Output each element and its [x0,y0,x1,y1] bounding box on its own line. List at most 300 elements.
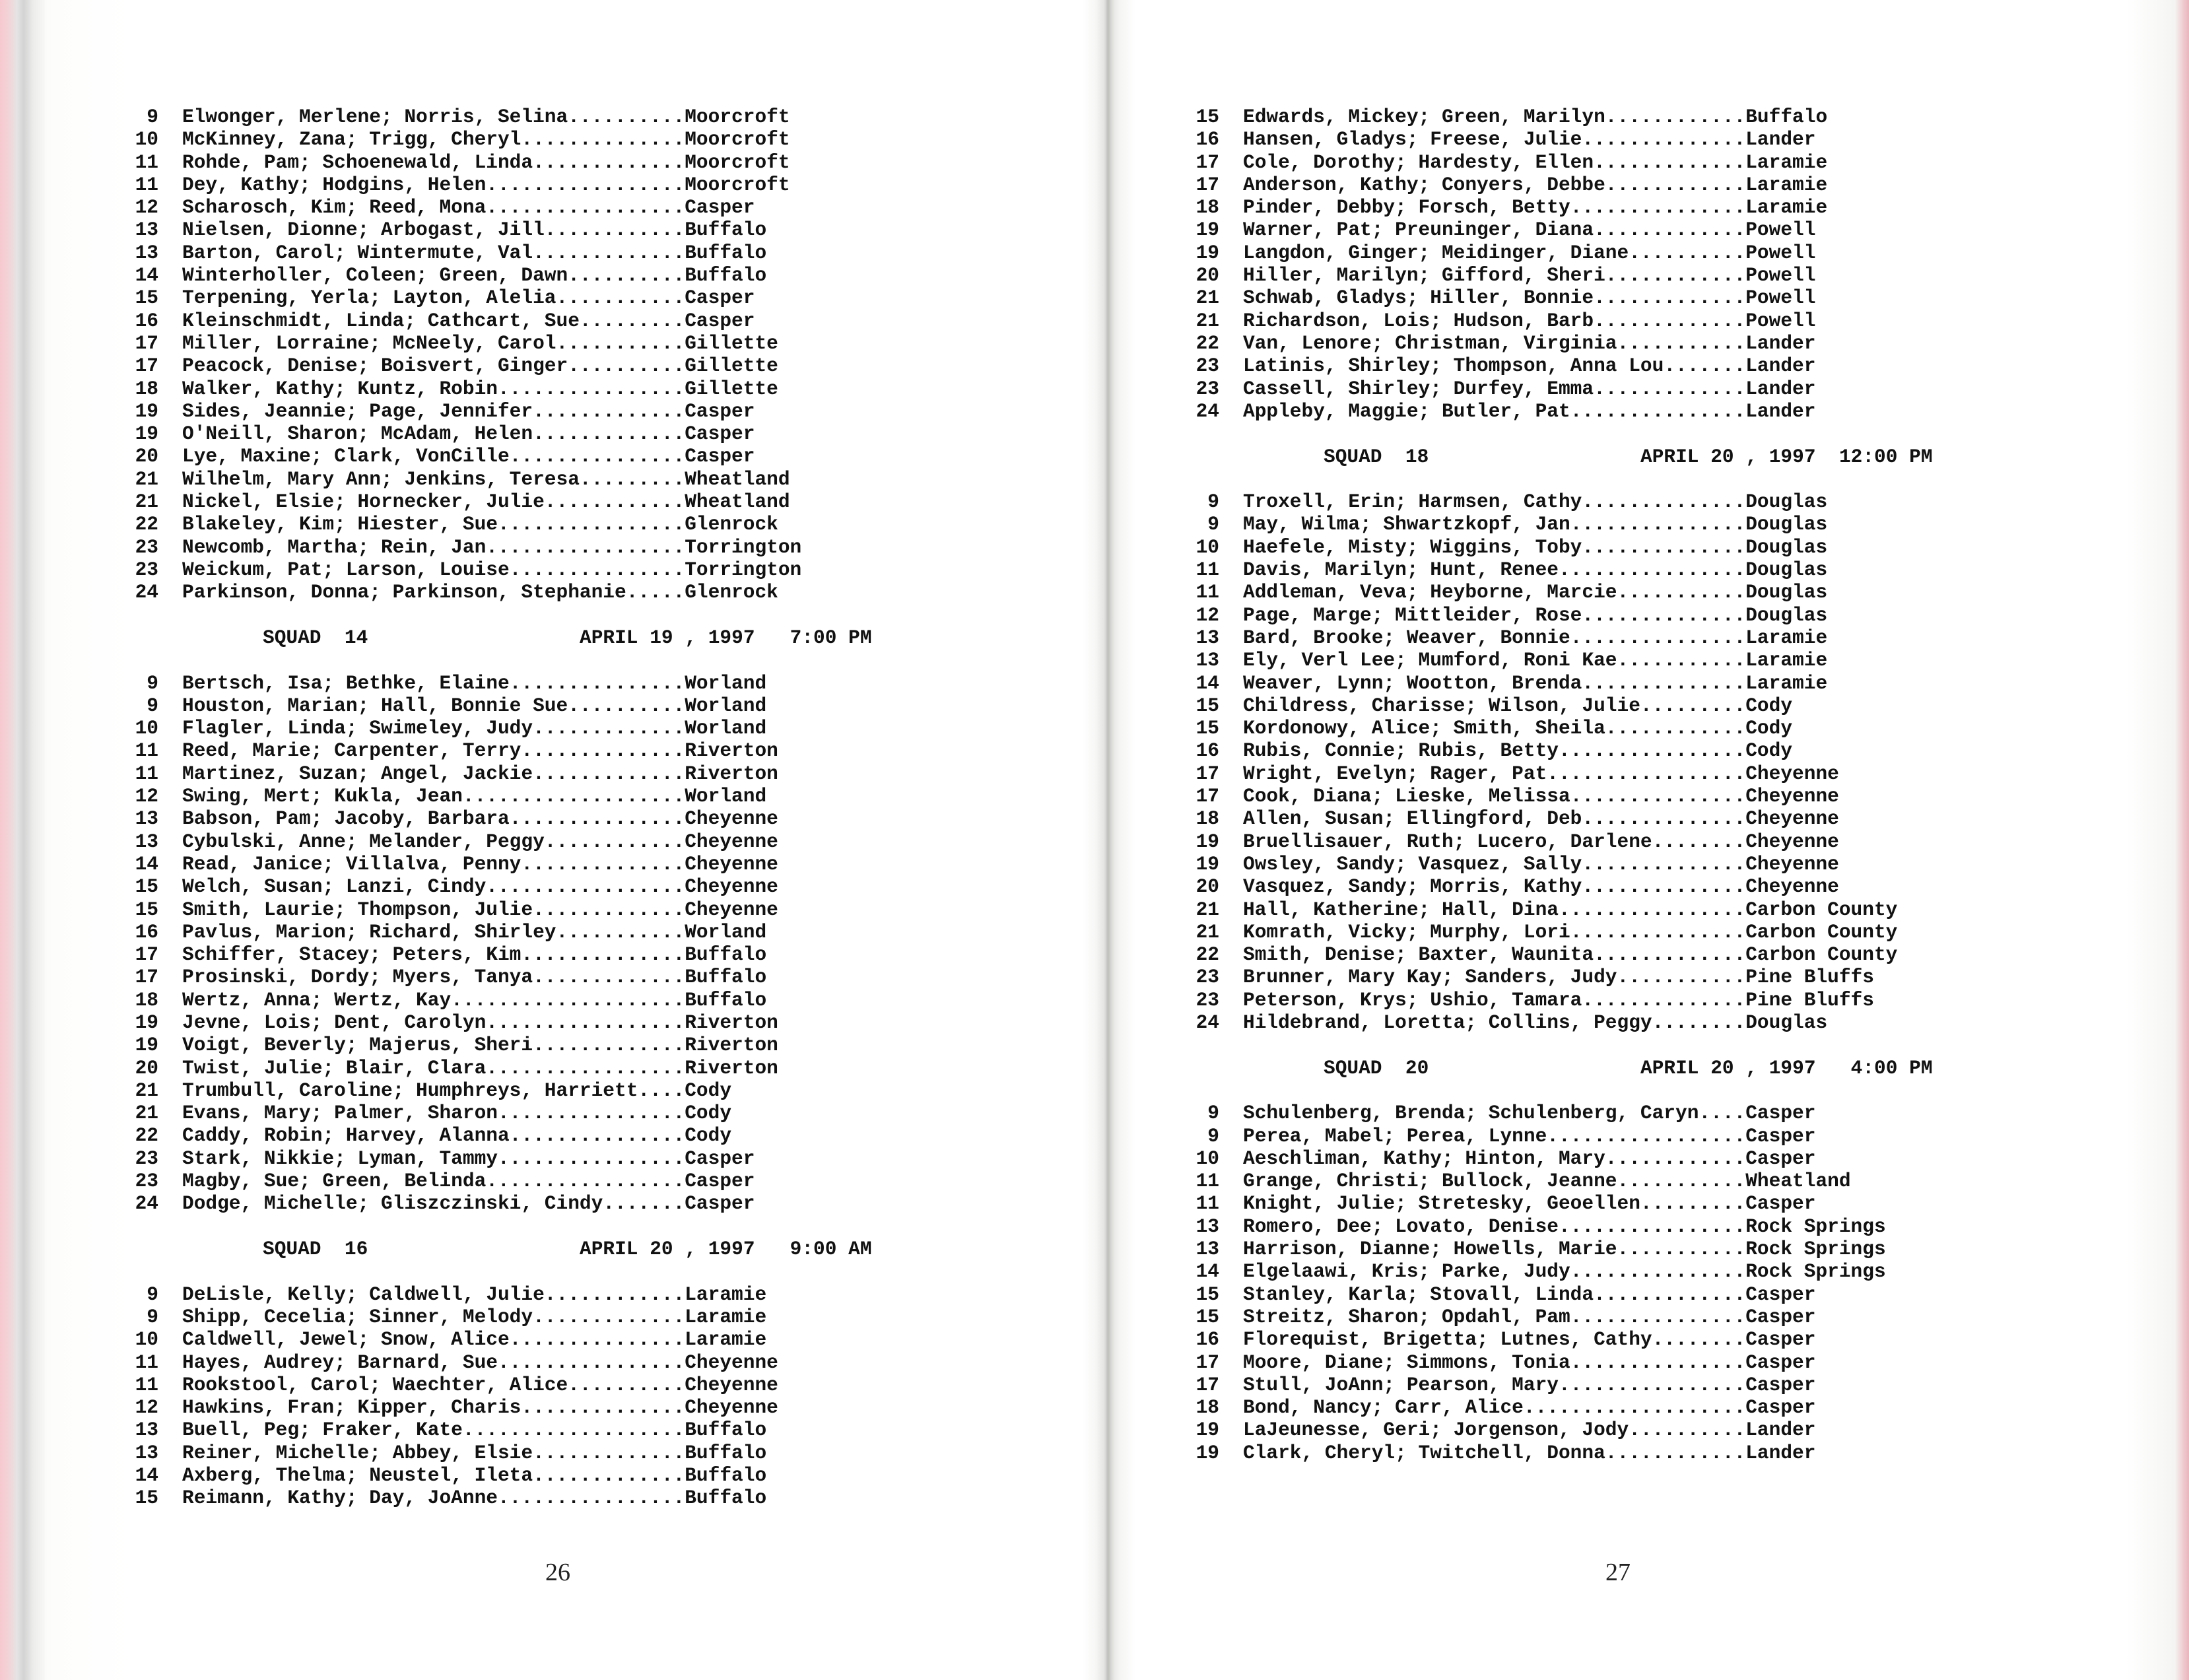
squad-number: SQUAD 18 [1324,445,1429,468]
town-name: Laramie [685,1305,767,1328]
handicap-number: 18 [135,988,158,1011]
town-name: Carbon County [1745,898,1898,921]
bowler-names: Stark, Nikkie; Lyman, Tammy [182,1147,498,1170]
squad-number: SQUAD 16 [263,1238,368,1260]
squad-number: SQUAD 20 [1324,1056,1429,1079]
team-row [1172,943,1933,966]
dot-leader: ........... [1617,1170,1746,1193]
bowler-names: Hawkins, Fran; Kipper, Charis [182,1396,522,1419]
handicap-number: 13 [135,241,158,264]
town-name: Douglas [1745,581,1828,604]
town-name: Cheyenne [1745,852,1839,875]
handicap-number: 13 [1196,626,1219,649]
bowler-names: Wilhelm, Mary Ann; Jenkins, Teresa [182,467,580,490]
handicap-number: 13 [135,218,158,242]
handicap-number: 16 [1196,1328,1219,1351]
team-row [111,286,872,309]
team-row [111,1396,872,1419]
town-name: Worland [685,785,767,808]
team-row [111,739,872,762]
dot-leader: ................. [486,173,685,196]
handicap-number: 12 [135,196,158,219]
bowler-names: Flagler, Linda; Swimeley, Judy [182,717,533,740]
bowler-names: Appleby, Maggie; Butler, Pat [1243,399,1570,422]
bowler-names: Peterson, Krys; Ushio, Tamara [1243,988,1582,1011]
handicap-number: 21 [135,1102,158,1125]
team-row [1172,853,1933,875]
dot-leader: ............. [533,151,685,174]
town-name: Torrington [685,558,802,581]
page-edge-left [0,0,45,1680]
team-row [1172,1102,1933,1124]
town-name: Gillette [685,354,778,378]
dot-leader: ................ [1558,1215,1746,1238]
bowler-names: Rubis, Connie; Rubis, Betty [1243,739,1559,762]
dot-leader: ............... [1570,626,1746,649]
bowler-names: Vasquez, Sandy; Morris, Kathy [1243,875,1582,898]
town-name: Glenrock [685,513,778,536]
handicap-number: 13 [135,807,158,830]
dot-leader: ........ [1652,1328,1746,1351]
dot-leader: ........... [1617,1238,1746,1261]
team-row [1172,174,1933,196]
handicap-number: 15 [1196,717,1219,740]
town-name: Cody [685,1102,732,1125]
dot-leader: ............. [1594,309,1746,332]
page-number-right: 27 [1605,1559,1631,1586]
team-row [111,1170,872,1192]
handicap-number: 18 [1196,807,1219,830]
team-row [111,807,872,830]
team-row [1172,400,1933,422]
handicap-number: 15 [135,898,158,921]
team-row [111,196,872,218]
team-row [1172,762,1933,785]
bowler-names: Aeschliman, Kathy; Hinton, Mary [1243,1147,1605,1170]
dot-leader: ................... [1523,1396,1746,1419]
team-row [111,762,872,785]
town-name: Cheyenne [685,830,778,853]
team-row [111,943,872,966]
town-name: Lander [1745,377,1816,400]
team-row [1172,106,1933,128]
dot-leader: ............ [1605,173,1746,196]
bowler-names: Stull, JoAnn; Pearson, Mary [1243,1373,1559,1396]
bowler-names: Owsley, Sandy; Vasquez, Sally [1243,852,1582,875]
team-row [111,1011,872,1034]
dot-leader: ............... [509,1124,685,1147]
handicap-number: 9 [147,1283,158,1306]
bowler-names: Smith, Laurie; Thompson, Julie [182,898,533,921]
dot-leader: ............ [1605,717,1746,740]
bowler-names: Hildebrand, Loretta; Collins, Peggy [1243,1011,1652,1034]
handicap-number: 20 [1196,875,1219,898]
town-name: Casper [1745,1124,1816,1147]
town-name: Casper [685,286,755,310]
dot-leader: ............ [1605,264,1746,287]
team-row [111,558,872,581]
dot-leader: .............. [521,852,685,875]
dot-leader: ........ [1652,830,1746,853]
town-name: Riverton [685,762,778,785]
team-row [1172,1306,1933,1328]
team-row [111,332,872,354]
team-row [111,218,872,241]
dot-leader: ............... [1570,196,1746,219]
team-row [1172,966,1933,988]
team-row [111,1419,872,1441]
team-row [1172,717,1933,739]
town-name: Riverton [685,1011,778,1034]
team-row [1172,830,1933,853]
squad-datetime: APRIL 20 , 1997 12:00 PM [1640,445,1933,468]
squad-heading [111,604,872,672]
bowler-names: Evans, Mary; Palmer, Sharon [182,1102,498,1125]
bowler-names: Bond, Nancy; Carr, Alice [1243,1396,1524,1419]
town-name: Casper [685,196,755,219]
team-row [111,672,872,694]
town-name: Buffalo [685,1487,767,1510]
bowler-names: Ely, Verl Lee; Mumford, Roni Kae [1243,649,1617,672]
bowler-names: Streitz, Sharon; Opdahl, Pam [1243,1305,1570,1328]
dot-leader: ............... [509,445,685,468]
bowler-names: Moore, Diane; Simmons, Tonia [1243,1351,1570,1374]
handicap-number: 9 [1207,513,1219,536]
bowler-names: Swing, Mert; Kukla, Jean [182,785,463,808]
town-name: Rock Springs [1745,1260,1886,1283]
team-row [111,264,872,286]
team-row [111,1442,872,1464]
town-name: Wheatland [1745,1170,1851,1193]
team-row [111,1102,872,1124]
bowler-names: Twist, Julie; Blair, Clara [182,1056,487,1079]
handicap-number: 17 [1196,1373,1219,1396]
town-name: Cheyenne [685,1396,778,1419]
handicap-number: 16 [135,309,158,332]
handicap-number: 18 [1196,196,1219,219]
bowler-names: Nickel, Elsie; Hornecker, Julie [182,490,545,514]
team-row [1172,1215,1933,1238]
team-row [111,536,872,558]
town-name: Buffalo [685,943,767,966]
dot-leader: .............. [1582,988,1746,1011]
bowler-names: Harrison, Dianne; Howells, Marie [1243,1238,1617,1261]
town-name: Casper [1745,1328,1816,1351]
bowler-names: Babson, Pam; Jacoby, Barbara [182,807,510,830]
bowler-names: DeLisle, Kelly; Caldwell, Julie [182,1283,545,1306]
dot-leader: ............... [509,807,685,830]
team-row [1172,672,1933,694]
handicap-number: 15 [135,1487,158,1510]
town-name: Buffalo [685,264,767,287]
team-row [111,1464,872,1487]
handicap-number: 9 [147,694,158,717]
team-row [1172,151,1933,174]
bowler-names: Cole, Dorothy; Hardesty, Ellen [1243,151,1594,174]
team-row [111,1306,872,1328]
team-row [111,242,872,264]
bowler-names: Winterholler, Coleen; Green, Dawn [182,264,568,287]
team-row [111,1328,872,1351]
team-row [111,1057,872,1079]
town-name: Cody [685,1079,732,1102]
team-row [1172,513,1933,535]
town-name: Laramie [685,1283,767,1306]
handicap-number: 21 [135,467,158,490]
town-name: Lander [1745,354,1816,378]
bowler-names: Van, Lenore; Christman, Virginia [1243,331,1617,354]
dot-leader: .......... [568,694,685,717]
handicap-number: 15 [135,875,158,898]
dot-leader: ............. [1594,151,1746,174]
team-row [111,128,872,151]
dot-leader: ............. [533,762,685,785]
handicap-number: 23 [1196,354,1219,378]
town-name: Cheyenne [1745,762,1839,785]
town-name: Casper [1745,1102,1816,1125]
dot-leader: ............ [544,1283,685,1306]
team-row [1172,1283,1933,1306]
bowler-names: Axberg, Thelma; Neustel, Ileta [182,1464,533,1487]
bowler-names: Bertsch, Isa; Bethke, Elaine [182,671,510,694]
bowler-names: Bruellisauer, Ruth; Lucero, Darlene [1243,830,1652,853]
bowler-names: Edwards, Mickey; Green, Marilyn [1243,106,1605,128]
team-row [111,898,872,921]
town-name: Casper [1745,1192,1816,1215]
dot-leader: ............. [533,399,685,422]
bowler-names: Magby, Sue; Green, Belinda [182,1170,487,1193]
team-row [1172,875,1933,898]
dot-leader: ......... [579,309,685,332]
bowler-names: Caddy, Robin; Harvey, Alanna [182,1124,510,1147]
team-row [1172,649,1933,671]
handicap-number: 11 [135,173,158,196]
team-row [111,1034,872,1056]
bowler-names: Martinez, Suzan; Angel, Jackie [182,762,533,785]
handicap-number: 12 [135,1396,158,1419]
town-name: Powell [1745,309,1816,332]
handicap-number: 9 [1207,1102,1219,1125]
team-row [1172,1328,1933,1351]
bowler-names: Jevne, Lois; Dent, Carolyn [182,1011,487,1034]
bowler-names: Page, Marge; Mittleider, Rose [1243,603,1582,626]
town-name: Casper [685,422,755,446]
team-row [1172,128,1933,151]
team-row [111,989,872,1011]
town-name: Cheyenne [1745,785,1839,808]
dot-leader: ............ [1605,1147,1746,1170]
handicap-number: 24 [1196,1011,1219,1034]
dot-leader: ....... [603,1192,685,1215]
dot-leader: ................... [462,1419,685,1442]
town-name: Worland [685,694,767,717]
town-name: Buffalo [685,966,767,989]
town-name: Laramie [1745,196,1828,219]
town-name: Cheyenne [685,875,778,898]
team-row [111,378,872,400]
bowler-names: Bard, Brooke; Weaver, Bonnie [1243,626,1570,649]
handicap-number: 13 [1196,1238,1219,1261]
bowler-names: Peacock, Denise; Boisvert, Ginger [182,354,568,378]
team-row [111,853,872,875]
town-name: Moorcroft [685,128,790,151]
bowler-names: O'Neill, Sharon; McAdam, Helen [182,422,533,446]
team-row [1172,694,1933,717]
dot-leader: .............. [1582,603,1746,626]
town-name: Worland [685,920,767,943]
bowler-names: Haefele, Misty; Wiggins, Toby [1243,535,1582,558]
handicap-number: 19 [135,399,158,422]
team-row [1172,490,1933,513]
handicap-number: 17 [1196,1351,1219,1374]
dot-leader: ................ [1558,558,1746,582]
bowler-names: Kordonowy, Alice; Smith, Sheila [1243,717,1605,740]
town-name: Cheyenne [685,1351,778,1374]
dot-leader: .......... [1629,241,1746,264]
handicap-number: 9 [1207,490,1219,514]
handicap-number: 17 [135,966,158,989]
handicap-number: 20 [135,1056,158,1079]
town-name: Casper [685,1147,755,1170]
team-row [1172,1192,1933,1215]
bowler-names: Wright, Evelyn; Rager, Pat [1243,762,1547,785]
bowler-names: Elgelaawi, Kris; Parke, Judy [1243,1260,1570,1283]
dot-leader: .... [1699,1102,1746,1125]
team-row [1172,626,1933,649]
team-row [111,490,872,513]
town-name: Lander [1745,399,1816,422]
town-name: Riverton [685,739,778,762]
handicap-number: 22 [1196,943,1219,966]
handicap-number: 11 [135,1373,158,1396]
handicap-number: 22 [1196,331,1219,354]
town-name: Cheyenne [1745,807,1839,830]
town-name: Douglas [1745,1011,1828,1034]
bowler-names: Weaver, Lynn; Wootton, Brenda [1243,671,1582,694]
team-row [1172,196,1933,218]
bowler-names: Childress, Charisse; Wilson, Julie [1243,694,1640,717]
bowler-names: Davis, Marilyn; Hunt, Renee [1243,558,1559,582]
handicap-number: 15 [1196,1283,1219,1306]
handicap-number: 19 [135,422,158,446]
town-name: Casper [685,1170,755,1193]
team-row [111,354,872,377]
team-row [111,581,872,603]
town-name: Glenrock [685,581,778,604]
page-edge-right [2174,0,2189,1680]
town-name: Casper [685,1192,755,1215]
handicap-number: 13 [1196,649,1219,672]
bowler-names: Walker, Kathy; Kuntz, Robin [182,377,498,400]
town-name: Gillette [685,377,778,400]
town-name: Casper [1745,1283,1816,1306]
dot-leader: .............. [1582,128,1746,151]
handicap-number: 12 [135,785,158,808]
dot-leader: ............. [533,898,685,921]
dot-leader: .............. [1582,875,1746,898]
squad-heading [1172,422,1933,490]
handicap-number: 23 [135,1170,158,1193]
team-row [1172,1374,1933,1396]
team-row [111,1079,872,1102]
squad-heading [1172,1034,1933,1102]
dot-leader: ................. [486,196,685,219]
team-row [1172,536,1933,558]
dot-leader: ............. [533,422,685,446]
bowler-names: Miller, Lorraine; McNeely, Carol [182,331,556,354]
handicap-number: 19 [1196,241,1219,264]
handicap-number: 24 [135,1192,158,1215]
handicap-number: 10 [135,128,158,151]
dot-leader: .......... [568,106,685,128]
bowler-names: Cybulski, Anne; Melander, Peggy [182,830,545,853]
handicap-number: 20 [1196,264,1219,287]
handicap-number: 19 [135,1011,158,1034]
dot-leader: ............. [533,1464,685,1487]
team-row [1172,1396,1933,1419]
town-name: Powell [1745,286,1816,310]
handicap-number: 21 [1196,898,1219,921]
dot-leader: ................ [1558,898,1746,921]
town-name: Cheyenne [685,807,778,830]
team-row [111,106,872,128]
town-name: Moorcroft [685,106,790,128]
town-name: Cody [1745,739,1793,762]
bowler-names: Hiller, Marilyn; Gifford, Sheri [1243,264,1605,287]
dot-leader: ............... [1570,785,1746,808]
bowler-names: Dodge, Michelle; Gliszczinski, Cindy [182,1192,603,1215]
town-name: Cheyenne [685,898,778,921]
town-name: Buffalo [685,1441,767,1464]
dot-leader: ................ [497,1487,685,1510]
dot-leader: ........... [556,331,685,354]
bowler-names: Rookstool, Carol; Waechter, Alice [182,1373,568,1396]
bowler-names: Sides, Jeannie; Page, Jennifer [182,399,533,422]
handicap-number: 10 [135,1328,158,1351]
handicap-number: 14 [1196,1260,1219,1283]
squad-number: SQUAD 14 [263,626,368,649]
bowler-names: Kleinschmidt, Linda; Cathcart, Sue [182,309,580,332]
team-row [1172,354,1933,377]
handicap-number: 11 [1196,558,1219,582]
dot-leader: ............. [533,1305,685,1328]
dot-leader: .............. [1582,490,1746,514]
team-row [1172,218,1933,241]
team-row [1172,1351,1933,1374]
bowler-names: Troxell, Erin; Harmsen, Cathy [1243,490,1582,514]
team-row [111,1487,872,1509]
book-spine [1096,0,1120,1680]
handicap-number: 17 [1196,762,1219,785]
town-name: Carbon County [1745,920,1898,943]
handicap-number: 11 [135,151,158,174]
dot-leader: ........... [1617,331,1746,354]
bowler-names: Voigt, Beverly; Majerus, Sheri [182,1034,533,1057]
bowler-names: Elwonger, Merlene; Norris, Selina [182,106,568,128]
dot-leader: ............ [1605,1441,1746,1464]
handicap-number: 14 [135,1464,158,1487]
handicap-number: 15 [1196,106,1219,128]
town-name: Riverton [685,1034,778,1057]
team-row [1172,1170,1933,1192]
team-row [1172,1419,1933,1441]
handicap-number: 14 [1196,671,1219,694]
handicap-number: 9 [147,106,158,128]
handicap-number: 16 [135,920,158,943]
town-name: Moorcroft [685,151,790,174]
town-name: Cheyenne [685,1373,778,1396]
dot-leader: .............. [1582,852,1746,875]
